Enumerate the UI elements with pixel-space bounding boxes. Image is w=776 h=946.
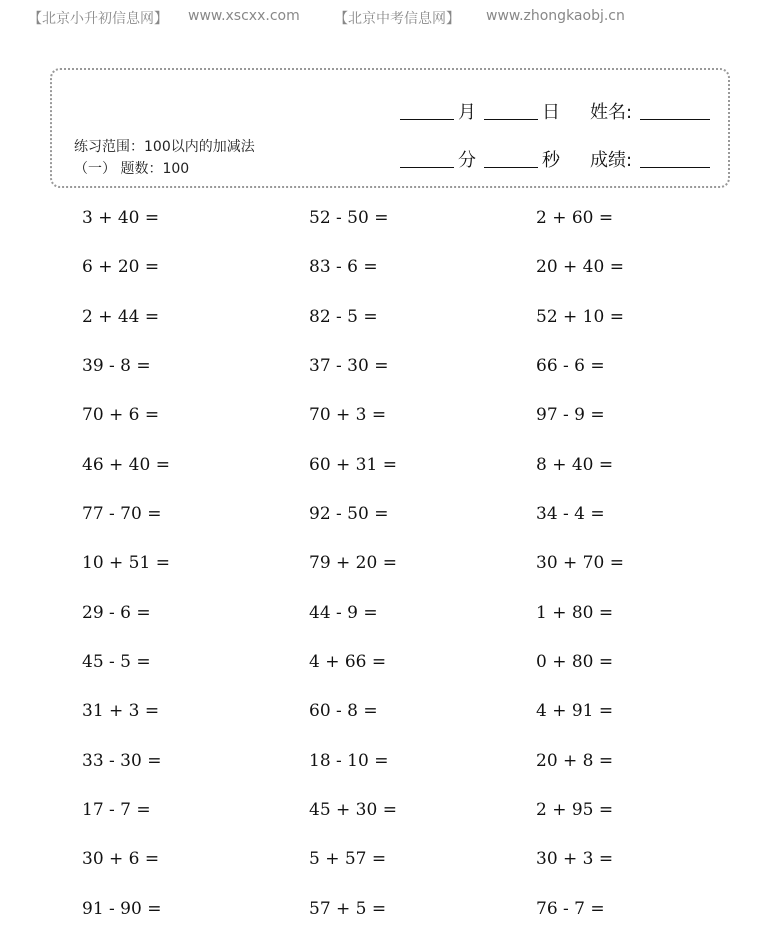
site-link-xscxx[interactable]: www.xscxx.com: [188, 8, 300, 24]
problem: 79 + 20 =: [309, 553, 397, 574]
problem: 83 - 6 =: [309, 257, 378, 278]
site-link-xscxx-label: 【北京小升初信息网】: [28, 11, 168, 27]
problem: 91 - 90 =: [82, 898, 162, 919]
site-header: [28, 8, 748, 28]
problem: 82 - 5 =: [309, 306, 378, 327]
problem: 34 - 4 =: [536, 504, 605, 525]
problem: 4 + 66 =: [309, 652, 387, 673]
problem: 6 + 20 =: [82, 257, 160, 278]
problem: 70 + 3 =: [309, 405, 387, 426]
problem: 76 - 7 =: [536, 898, 605, 919]
problem: 30 + 70 =: [536, 553, 624, 574]
problem-grid: [82, 206, 762, 946]
name-blank[interactable]: [640, 119, 710, 120]
site-link-zhongkao[interactable]: www.zhongkaobj.cn: [486, 8, 625, 24]
worksheet-info-box: [50, 68, 730, 188]
month-label: 月: [458, 102, 476, 123]
minute-blank[interactable]: [400, 167, 454, 168]
problem: 60 - 8 =: [309, 701, 378, 722]
problem: 29 - 6 =: [82, 602, 151, 623]
site-link-zhongkao-label: 【北京中考信息网】: [334, 11, 460, 27]
problem: 30 + 3 =: [536, 849, 614, 870]
problem: 3 + 40 =: [82, 208, 160, 228]
problem: 20 + 40 =: [536, 257, 624, 278]
problem: 2 + 60 =: [536, 208, 614, 228]
problem: 10 + 51 =: [82, 553, 170, 574]
name-label: 姓名:: [590, 102, 633, 123]
problem: 17 - 7 =: [82, 800, 151, 821]
problem: 92 - 50 =: [309, 504, 389, 525]
problem: 4 + 91 =: [536, 701, 614, 722]
problem: 70 + 6 =: [82, 405, 160, 426]
problem: 57 + 5 =: [309, 898, 387, 919]
second-label: 秒: [542, 150, 560, 171]
problem: 45 + 30 =: [309, 800, 397, 821]
problem: 33 - 30 =: [82, 750, 162, 771]
problem: 1 + 80 =: [536, 602, 614, 623]
second-blank[interactable]: [484, 167, 538, 168]
problem: 31 + 3 =: [82, 701, 160, 722]
problem: 66 - 6 =: [536, 356, 605, 377]
problem: 8 + 40 =: [536, 454, 614, 475]
problem: 97 - 9 =: [536, 405, 605, 426]
problem: 2 + 44 =: [82, 306, 160, 327]
problem: 18 - 10 =: [309, 750, 389, 771]
problem: 20 + 8 =: [536, 750, 614, 771]
problem: 77 - 70 =: [82, 504, 162, 525]
problem-count: （一） 题数：100: [74, 161, 190, 177]
score-label: 成绩:: [590, 150, 633, 171]
day-blank[interactable]: [484, 119, 538, 120]
problem: 46 + 40 =: [82, 454, 170, 475]
date-name-row: [400, 98, 720, 122]
time-score-row: [400, 146, 720, 170]
minute-label: 分: [458, 150, 476, 171]
problem: 37 - 30 =: [309, 356, 389, 377]
problem: 0 + 80 =: [536, 652, 614, 673]
day-label: 日: [542, 102, 560, 123]
problem: 2 + 95 =: [536, 800, 614, 821]
problem: 45 - 5 =: [82, 652, 151, 673]
problem: 44 - 9 =: [309, 602, 378, 623]
month-blank[interactable]: [400, 119, 454, 120]
problem: 52 + 10 =: [536, 306, 624, 327]
practice-scope: 练习范围：100以内的加减法: [74, 139, 255, 155]
problem: 39 - 8 =: [82, 356, 151, 377]
problem: 30 + 6 =: [82, 849, 160, 870]
problem: 5 + 57 =: [309, 849, 387, 870]
problem: 52 - 50 =: [309, 208, 389, 228]
problem: 60 + 31 =: [309, 454, 397, 475]
score-blank[interactable]: [640, 167, 710, 168]
